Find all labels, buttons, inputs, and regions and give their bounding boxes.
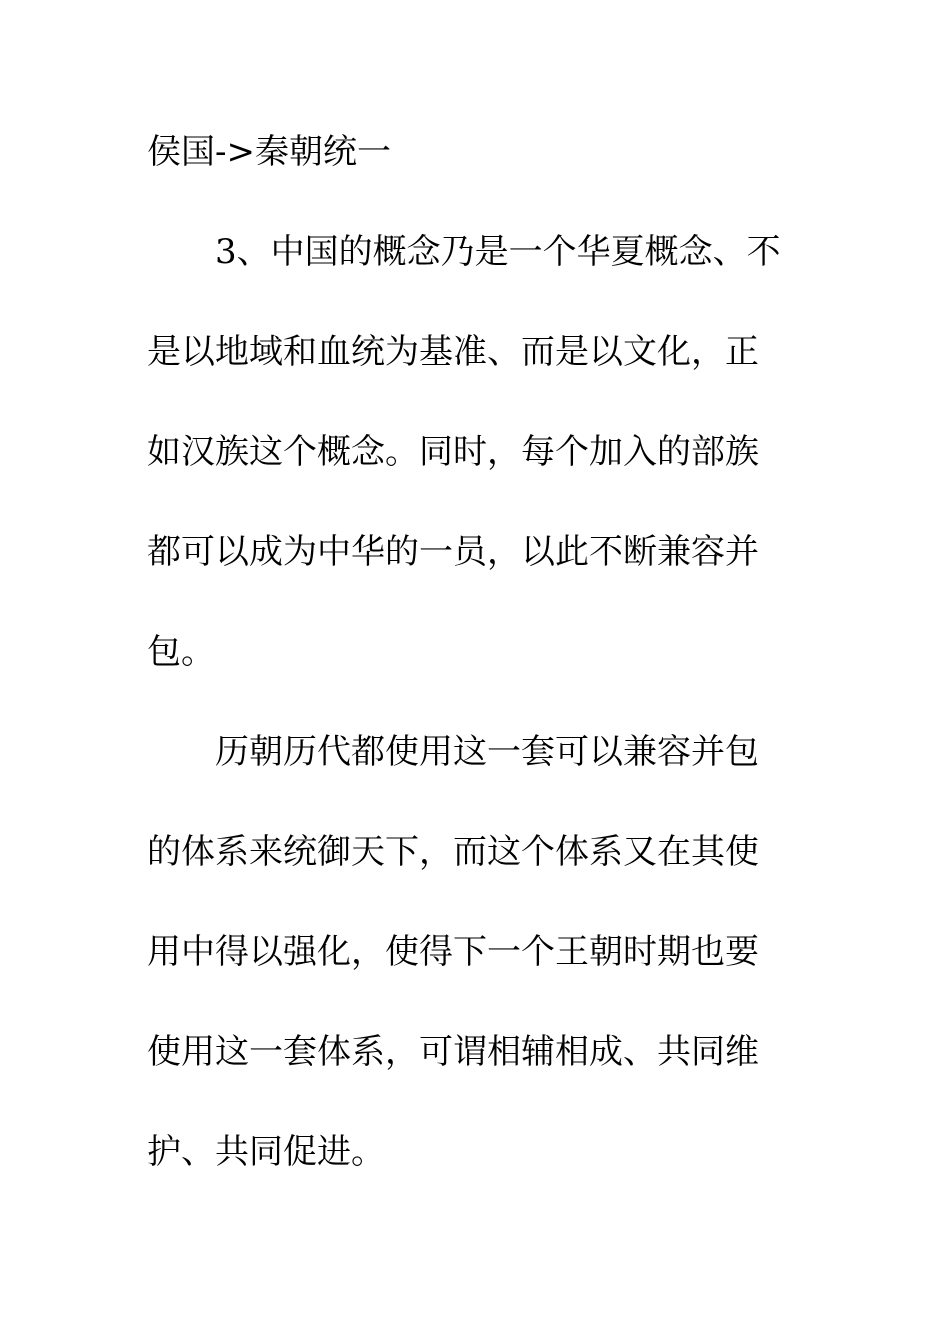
text-line: 用中得以强化，使得下一个王朝时期也要 [147,932,759,972]
text-line: 护、共同促进。 [147,1132,385,1172]
text-line: 如汉族这个概念。同时，每个加入的部族 [147,432,759,472]
text-line: 是以地域和血统为基准、而是以文化，正 [147,332,759,372]
text-line: 的体系来统御天下，而这个体系又在其使 [147,832,759,872]
text-line: 侯国->秦朝统一 [147,132,391,172]
text-line: 都可以成为中华的一员，以此不断兼容并 [147,532,759,572]
text-line: 历朝历代都使用这一套可以兼容并包 [215,732,759,772]
text-line: 包。 [147,632,215,672]
text-line: 使用这一套体系，可谓相辅相成、共同维 [147,1032,759,1072]
text-line: 3、中国的概念乃是一个华夏概念、不 [215,232,781,272]
